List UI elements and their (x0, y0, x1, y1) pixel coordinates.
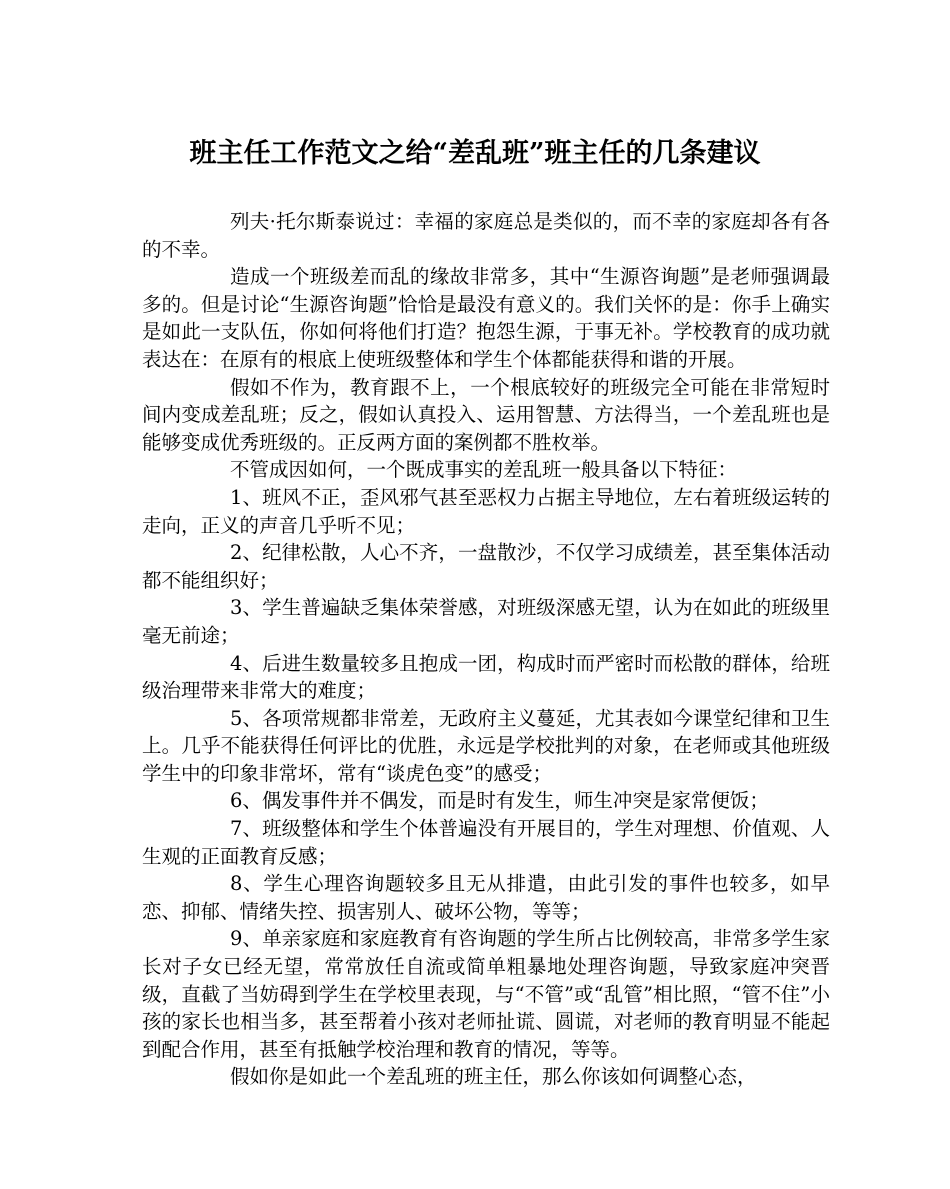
list-item-feature-1: 1、班风不正，歪风邪气甚至恶权力占据主导地位，左右着班级运转的走向，正义的声音几乎听不见； (142, 485, 830, 537)
list-item-feature-6: 6、偶发事件并不偶发，而是时有发生，师生冲突是家常便饭； (230, 789, 769, 813)
document-body (142, 208, 830, 1091)
list-item-feature-3: 3、学生普遍缺乏集体荣誉感，对班级深感无望，认为在如此的班级里毫无前途； (142, 596, 830, 647)
list-item-feature-7: 7、班级整体和学生个体普遍没有开展目的，学生对理想、价值观、人生观的正面教育反感； (142, 817, 830, 868)
paragraph-features-intro: 不管成因如何，一个既成事实的差乱班一般具备以下特征： (230, 458, 738, 482)
list-item-feature-8: 8、学生心理咨询题较多且无从排遣，由此引发的事件也较多，如早恋、抑郁、情绪失控、损害别人、破坏公物，等等； (142, 872, 830, 923)
list-item-feature-4: 4、后进生数量较多且抱成一团，构成时而严密时而松散的群体，给班级治理带来非常大的难度； (142, 651, 830, 703)
list-item-feature-5: 5、各项常规都非常差，无政府主义蔓延，尤其表如今课堂纪律和卫生上。几乎不能获得任何评比的优胜，永远是学校批判的对象，在老师或其他班级学生中的印象非常坏，常有“谈虎色变”的感受； (142, 706, 830, 785)
list-item-feature-9: 9、单亲家庭和家庭教育有咨询题的学生所占比例较高，非常多学生家长对子女已经无望，常常放任自流或简单粗暴地处理咨询题，导致家庭冲突晋级，直截了当妨碍到学生在学校里表现，与“不管”或“乱管”相比照，“管不住”小孩的家长也相当多，甚至帮着小孩对老师扯谎、圆谎，对老师的教育明显不能起到配合作用，甚至有抵触学校治理和教育的情况，等等。 (142, 927, 830, 1061)
paragraph-closing: 假如你是如此一个差乱班的班主任，那么你该如何调整心态， (230, 1065, 757, 1089)
paragraph-quote: 列夫·托尔斯泰说过：幸福的家庭总是类似的，而不幸的家庭却各有各的不幸。 (142, 210, 830, 261)
paragraph-causes: 造成一个班级差而乱的缘故非常多，其中“生源咨询题”是老师强调最多的。但是讨论“生源咨询题”恰恰是最没有意义的。我们关怀的是：你手上确实是如此一支队伍，你如何将他们打造？抱怨生源，于事无补。学校教育的成功就表达在：在原有的根底上使班级整体和学生个体都能获得和谐的开展。 (142, 265, 830, 371)
paragraph-effort: 假如不作为，教育跟不上，一个根底较好的班级完全可能在非常短时间内变成差乱班；反之，假如认真投入、运用智慧、方法得当，一个差乱班也是能够变成优秀班级的。正反两方面的案例都不胜枚举。 (142, 375, 830, 454)
list-item-feature-2: 2、纪律松散，人心不齐，一盘散沙，不仅学习成绩差，甚至集体活动都不能组织好； (142, 541, 830, 592)
document-title: 班主任工作范文之给“差乱班”班主任的几条建议 (189, 138, 761, 169)
